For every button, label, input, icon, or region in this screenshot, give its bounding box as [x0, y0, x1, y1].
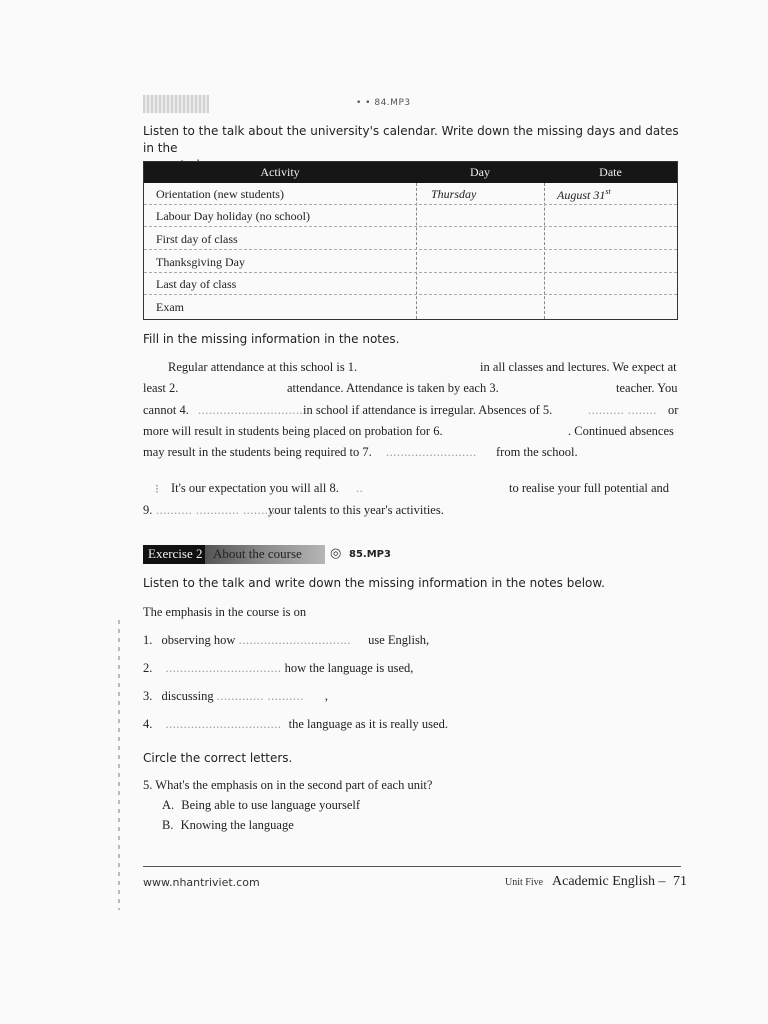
- list-item: 2. ................................ how the language is used,: [143, 661, 414, 675]
- footer-title: Academic English – 71: [552, 874, 688, 889]
- scan-edge: [118, 620, 120, 910]
- answer-blank[interactable]: .........................: [386, 445, 477, 459]
- calendar-table: [143, 161, 678, 320]
- table-row: Thanksgiving Day: [144, 251, 677, 273]
- table-row: Orientation (new students) Thursday August 31st: [144, 183, 677, 205]
- note-text: or: [668, 403, 679, 417]
- note-text: . Continued absences: [568, 424, 674, 438]
- exercise2-banner: [143, 545, 325, 564]
- note-text: least 2.: [143, 381, 179, 395]
- note-text: your talents to this year's activities.: [268, 503, 444, 517]
- answer-blank[interactable]: .......... ............ ..........: [156, 503, 280, 517]
- audio-icon: • •: [356, 98, 371, 108]
- table-row: Labour Day holiday (no school): [144, 205, 677, 227]
- table-row: First day of class: [144, 228, 677, 250]
- list-item: 3. discussing ............. .......... ,: [143, 689, 328, 703]
- note-text: 9.: [143, 503, 153, 517]
- circle-instruction: Circle the correct letters.: [143, 751, 293, 765]
- header-date: Date: [599, 165, 622, 179]
- answer-blank[interactable]: ................................: [165, 717, 282, 731]
- ornament-icon: ⁝: [155, 482, 159, 496]
- audio-track-label: 85.MP3: [349, 549, 391, 560]
- header-day: Day: [470, 165, 490, 179]
- header-activity: Activity: [260, 165, 300, 179]
- answer-blank[interactable]: .............................: [198, 403, 304, 417]
- note-text: may result in the students being required to 7.: [143, 445, 372, 459]
- note-text: to realise your full potential and: [509, 481, 670, 495]
- emphasis-intro: The emphasis in the course is on: [143, 605, 307, 619]
- exercise-title: About the course: [213, 546, 302, 561]
- note-text: from the school.: [496, 445, 578, 459]
- answer-blank[interactable]: .......... ........: [588, 403, 657, 417]
- note-text: in school if attendance is irregular. Absences of 5.: [303, 403, 553, 417]
- list-item: 4. ................................ the language as it is really used.: [143, 717, 448, 731]
- note-text: It's our expectation you will all 8.: [171, 481, 339, 495]
- option-a[interactable]: A. Being able to use language yourself: [162, 798, 361, 812]
- answer-blank[interactable]: ..: [356, 481, 364, 495]
- answer-blank[interactable]: ............. ..........: [216, 689, 304, 703]
- answer-blank[interactable]: ...............................: [238, 633, 351, 647]
- note-text: attendance. Attendance is taken by each 3.: [287, 381, 499, 395]
- exercise-number: Exercise 2: [148, 546, 203, 561]
- table-body: [144, 183, 677, 319]
- note-text: teacher. You: [616, 381, 678, 395]
- date-cell[interactable]: August 31st: [557, 187, 611, 202]
- page-number: 71: [673, 874, 688, 889]
- header-audio-label: • • 84.MP3: [356, 98, 411, 108]
- list-item: 1. observing how ............................... use English,: [143, 633, 430, 647]
- fill-instruction: Fill in the missing information in the notes.: [143, 332, 400, 346]
- answer-blank[interactable]: ................................: [165, 661, 282, 675]
- note-text: cannot 4.: [143, 403, 189, 417]
- option-b[interactable]: B. Knowing the language: [162, 818, 294, 832]
- header-graphic: [143, 95, 209, 113]
- table-row: Exam: [156, 300, 184, 314]
- footer-url[interactable]: www.nhantriviet.com: [143, 876, 260, 889]
- footer-divider: [143, 866, 681, 867]
- note-text: Regular attendance at this school is 1.: [168, 360, 358, 374]
- question-5: 5. What's the emphasis on in the second part of each unit?: [143, 778, 433, 792]
- note-text: more will result in students being placed on probation for 6.: [143, 424, 443, 438]
- exercise2-instruction: Listen to the talk and write down the missing information in the notes below.: [143, 576, 605, 590]
- headphones-icon: ◎: [330, 546, 342, 561]
- note-text: in all classes and lectures. We expect at: [480, 360, 677, 374]
- table-header: [144, 162, 677, 183]
- footer-unit: Unit Five: [505, 877, 544, 888]
- exercise1-instruction: Listen to the talk about the university's calendar. Write down the missing days and dates in the: [143, 124, 679, 155]
- table-row: Last day of class: [144, 273, 677, 295]
